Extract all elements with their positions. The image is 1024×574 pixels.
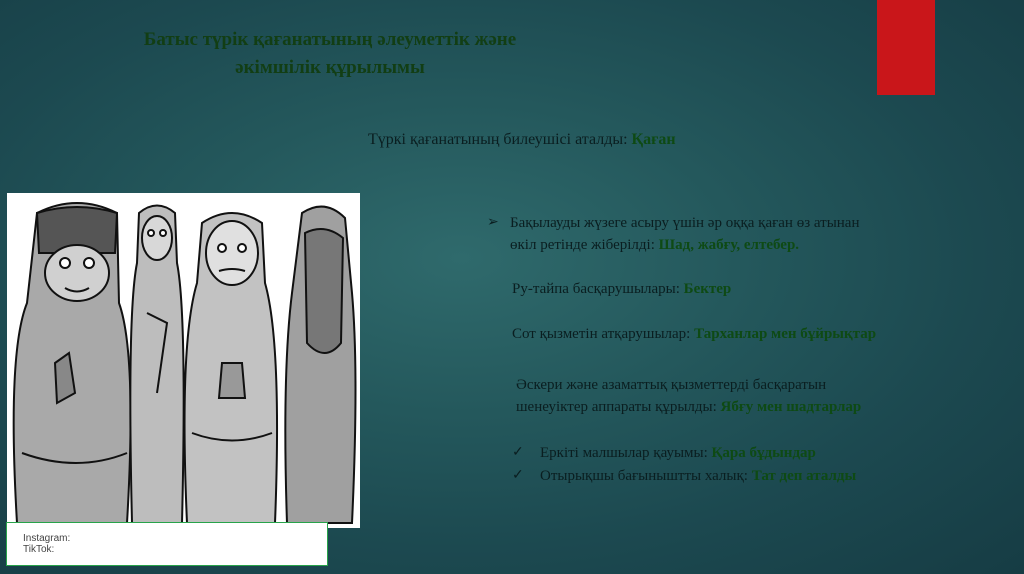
bullet1-line2 (510, 235, 799, 255)
stone-statues-image (7, 193, 360, 528)
court-line (512, 324, 876, 344)
check-icon: ✓ (512, 468, 524, 483)
bullet-arrow-icon: ➢ (487, 215, 499, 230)
title-line-1: Батыс түрік қағанатының әлеуметтік және (143, 29, 517, 50)
settled-line (540, 466, 856, 486)
title-line-2: әкімшілік құрылымы (235, 57, 425, 78)
tribe-line (512, 279, 731, 299)
ruler-value: Қаған (631, 131, 676, 148)
check-icon: ✓ (512, 445, 524, 460)
bullet1-line2-label: өкіл ретінде жіберілді: (510, 237, 659, 253)
settled-label: Отырықшы бағыныштты халық: (540, 468, 752, 484)
ruler-line (368, 130, 676, 150)
herders-line (540, 443, 816, 463)
bullet1-line1: Бақылауды жүзеге асыру үшін әр оққа қаған өз атынан (510, 215, 860, 231)
herders-label: Еркіті малшылар қауымы: (540, 445, 712, 461)
slide-title (60, 26, 600, 82)
military-line1: Әскери және азаматтық қызметтерді басқаратын (516, 377, 827, 393)
tribe-label: Ру-тайпа басқарушылары: (512, 281, 684, 297)
red-accent-tab (877, 0, 935, 95)
instagram-label[interactable]: Instagram: (23, 533, 71, 544)
military-line2-label: шенеуіктер аппараты құрылды: (516, 399, 721, 415)
bullet1-line2-value: Шад, жабғу, елтебер. (658, 237, 800, 253)
settled-value: Тат деп аталды (751, 468, 857, 484)
military-line2-value: Ябғу мен шадтарлар (720, 399, 862, 415)
ruler-label: Түркі қағанатының билеушісі аталды: (368, 131, 632, 148)
herders-value: Қара бұдындар (711, 445, 816, 461)
court-value: Тарханлар мен бұйрықтар (694, 326, 877, 342)
military-line2 (516, 397, 861, 417)
tiktok-label[interactable]: TikTok: (23, 544, 55, 555)
tribe-value: Бектер (683, 281, 732, 297)
social-links-box (6, 522, 328, 566)
court-label: Сот қызметін атқарушылар: (512, 326, 695, 342)
